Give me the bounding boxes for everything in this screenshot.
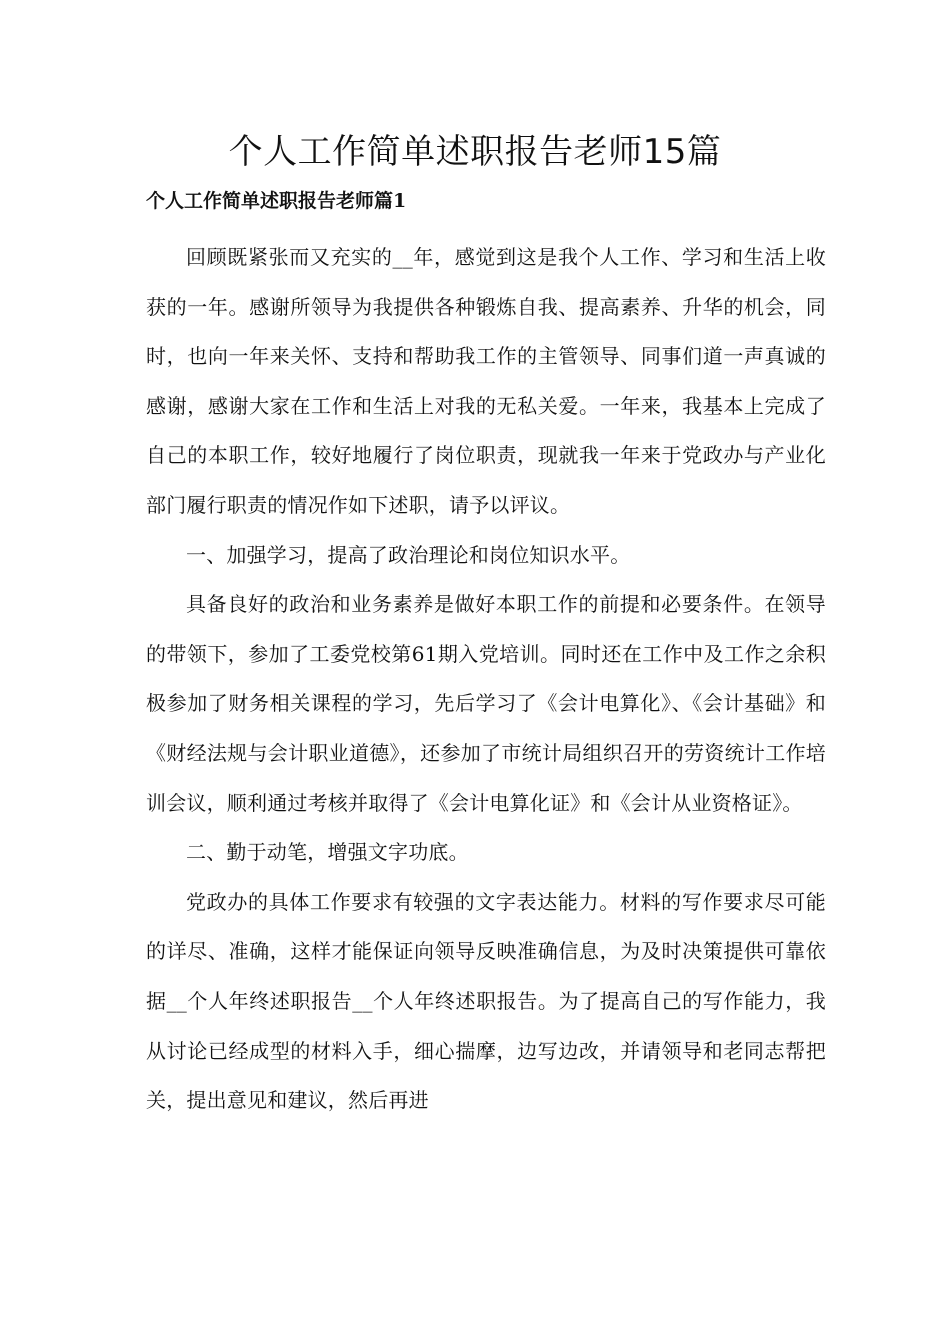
paragraph-heading-1: 一、加强学习，提高了政治理论和岗位知识水平。 <box>186 542 631 567</box>
paragraph-writing: 党政办的具体工作要求有较强的文字表达能力。材料的写作要求尽可能的详尽、准确，这样才能保证向领导反映准确信息，为及时决策提供可靠依据__个人年终述职报告__个人年终述职报告。为了提高自己的写作能力，我从讨论已经成型的材料入手，细心揣摩，边写边改，并请领导和老同志帮把关，提出意见和建议，然后再进 <box>146 889 826 1113</box>
paragraph-intro: 回顾既紧张而又充实的__年，感觉到这是我个人工作、学习和生活上收获的一年。感谢所领导为我提供各种锻炼自我、提高素养、升华的机会，同时，也向一年来关怀、支持和帮助我工作的主管领导、同事们道一声真诚的感谢，感谢大家在工作和生活上对我的无私关爱。一年来，我基本上完成了自己的本职工作，较好地履行了岗位职责，现就我一年来于党政办与产业化部门履行职责的情况作如下述职，请予以评议。 <box>146 245 826 517</box>
section-heading: 个人工作简单述职报告老师篇1 <box>146 190 407 212</box>
document-body <box>146 233 826 1126</box>
paragraph-heading-2: 二、勤于动笔，增强文字功底。 <box>186 840 469 865</box>
paragraph-study: 具备良好的政治和业务素养是做好本职工作的前提和必要条件。在领导的带领下，参加了工委党校第61期入党培训。同时还在工作中及工作之余积极参加了财务相关课程的学习，先后学习了《会计电算化》、《会计基础》和《财经法规与会计职业道德》，还参加了市统计局组织召开的劳资统计工作培训会议，顺利通过考核并取得了《会计电算化证》和《会计从业资格证》。 <box>146 592 826 815</box>
document-title: 个人工作简单述职报告老师15篇 <box>228 132 722 172</box>
